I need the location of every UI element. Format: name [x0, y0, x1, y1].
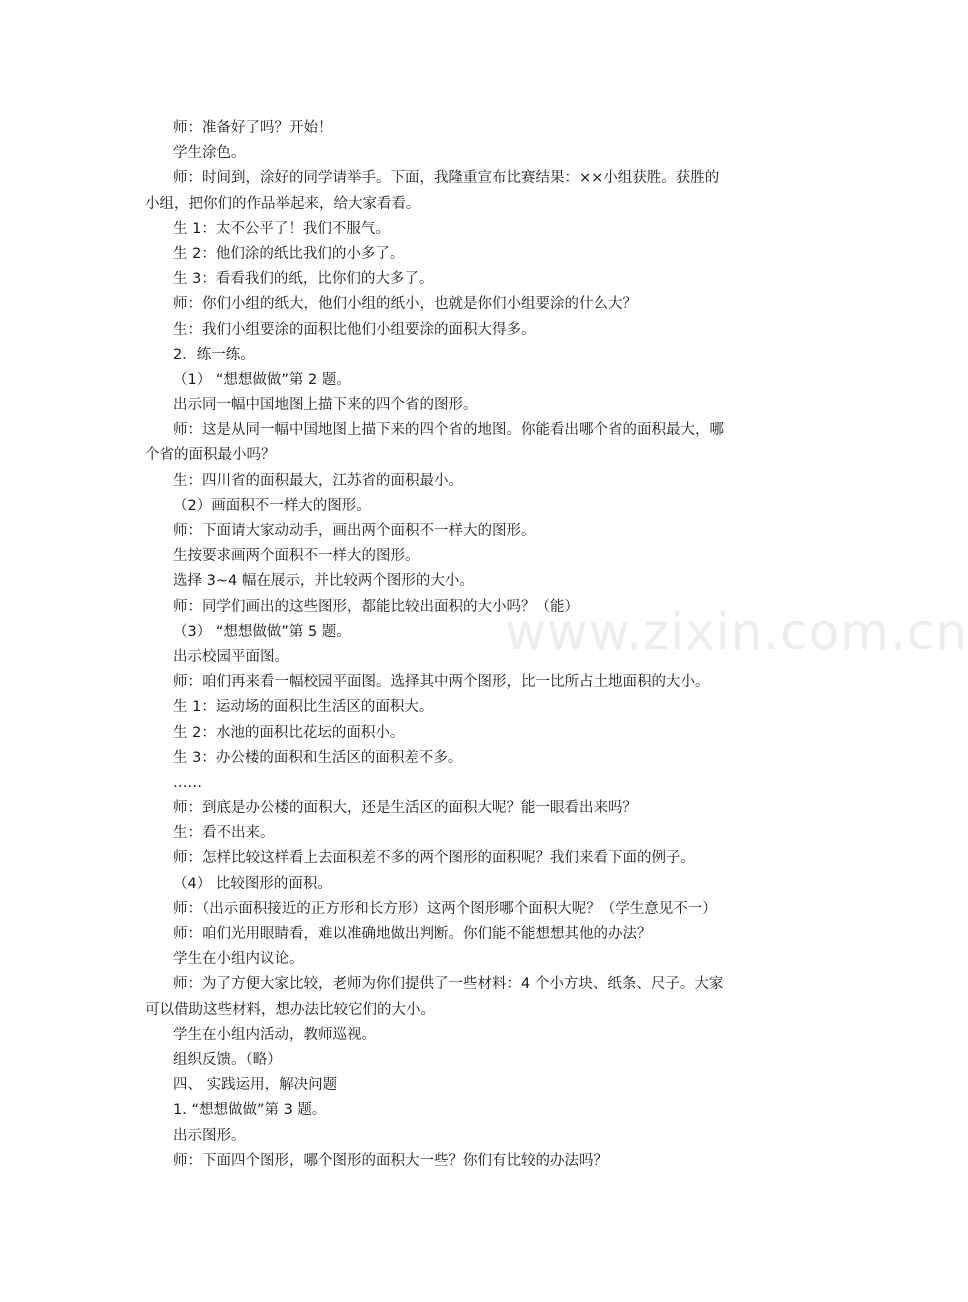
paragraph-line: 师：咱们光用眼睛看，难以准确地做出判断。你们能不能想想其他的办法？	[173, 926, 652, 942]
paragraph-line: 可以借助这些材料，想办法比较它们的大小。	[145, 1001, 435, 1018]
subsection-heading: 1. “想想做做”第 3 题。	[173, 1102, 327, 1119]
paragraph-line: 生 2：水池的面积比花坛的面积小。	[173, 724, 405, 741]
paragraph-line: 生 1：太不公平了！我们不服气。	[173, 220, 390, 237]
paragraph-line: 师：下面请大家动动手，画出两个面积不一样大的图形。	[173, 523, 536, 539]
paragraph-line: 生：我们小组要涂的面积比他们小组要涂的面积大得多。	[173, 321, 536, 338]
paragraph-line: 学生在小组内活动，教师巡视。	[173, 1026, 376, 1043]
paragraph-line: 生：看不出来。	[173, 825, 275, 842]
paragraph-line: 学生涂色。	[173, 145, 246, 162]
section-heading: 2．练一练。	[173, 346, 255, 363]
paragraph-line: 出示校园平面图。	[173, 648, 289, 665]
paragraph-line: 师：咱们再来看一幅校园平面图。选择其中两个图形，比一比所占土地面积的大小。	[173, 674, 710, 691]
paragraph-line: 生 3：看看我们的纸，比你们的大多了。	[173, 271, 434, 288]
paragraph-line: 生 2：他们涂的纸比我们的小多了。	[173, 245, 405, 262]
paragraph-line: 个省的面积最小吗？	[145, 447, 276, 464]
paragraph-line: 师：（出示面积接近的正方形和长方形）这两个图形哪个面积大呢？（学生意见不一）	[173, 900, 717, 917]
paragraph-line: 学生在小组内议论。	[173, 951, 304, 968]
subsection-heading: （1） “想想做做”第 2 题。	[173, 371, 351, 388]
paragraph-line: 生：四川省的面积最大，江苏省的面积最小。	[173, 472, 463, 489]
section-heading: 四、 实践运用，解决问题	[173, 1077, 338, 1094]
paragraph-line: 选择 3~4 幅在展示，并比较两个图形的大小。	[173, 573, 474, 590]
paragraph-line: 师：到底是办公楼的面积大，还是生活区的面积大呢？能一眼看出来吗？	[173, 800, 637, 817]
paragraph-line: 师：你们小组的纸大，他们小组的纸小，也就是你们小组要涂的什么大？	[173, 296, 637, 313]
paragraph-line: 师：这是从同一幅中国地图上描下来的四个省的地图。你能看出哪个省的面积最大，哪	[173, 422, 724, 439]
ellipsis-line: ……	[173, 774, 202, 791]
paragraph-line: 师：下面四个图形，哪个图形的面积大一些？你们有比较的办法吗？	[173, 1152, 608, 1169]
paragraph-line: 师：怎样比较这样看上去面积差不多的两个图形的面积呢？我们来看下面的例子。	[173, 850, 695, 867]
paragraph-line: 师：同学们画出的这些图形，都能比较出面积的大小吗？（能）	[173, 598, 579, 615]
paragraph-line: 出示同一幅中国地图上描下来的四个省的图形。	[173, 397, 478, 414]
paragraph-line: 师：准备好了吗？开始！	[173, 120, 333, 136]
paragraph-line: 出示图形。	[173, 1127, 246, 1144]
subsection-heading: （3） “想想做做”第 5 题。	[173, 623, 351, 640]
subsection-heading: （2）画面积不一样大的图形。	[173, 497, 371, 514]
paragraph-line: 生 1：运动场的面积比生活区的面积大。	[173, 699, 434, 716]
subsection-heading: （4） 比较图形的面积。	[173, 875, 332, 892]
document-body	[145, 116, 785, 1174]
paragraph-line: 小组，把你们的作品举起来，给大家看看。	[145, 195, 421, 212]
paragraph-line: 师：时间到，涂好的同学请举手。下面，我隆重宣布比赛结果：××小组获胜。获胜的	[173, 170, 720, 187]
paragraph-line: 师：为了方便大家比较，老师为你们提供了一些材料：4 个小方块、纸条、尺子。大家	[173, 976, 724, 993]
paragraph-line: 组织反馈。（略）	[173, 1051, 282, 1068]
watermark-text: www.zixin.com.cn	[505, 603, 968, 661]
paragraph-line: 生按要求画两个面积不一样大的图形。	[173, 548, 420, 565]
paragraph-line: 生 3：办公楼的面积和生活区的面积差不多。	[173, 749, 463, 766]
